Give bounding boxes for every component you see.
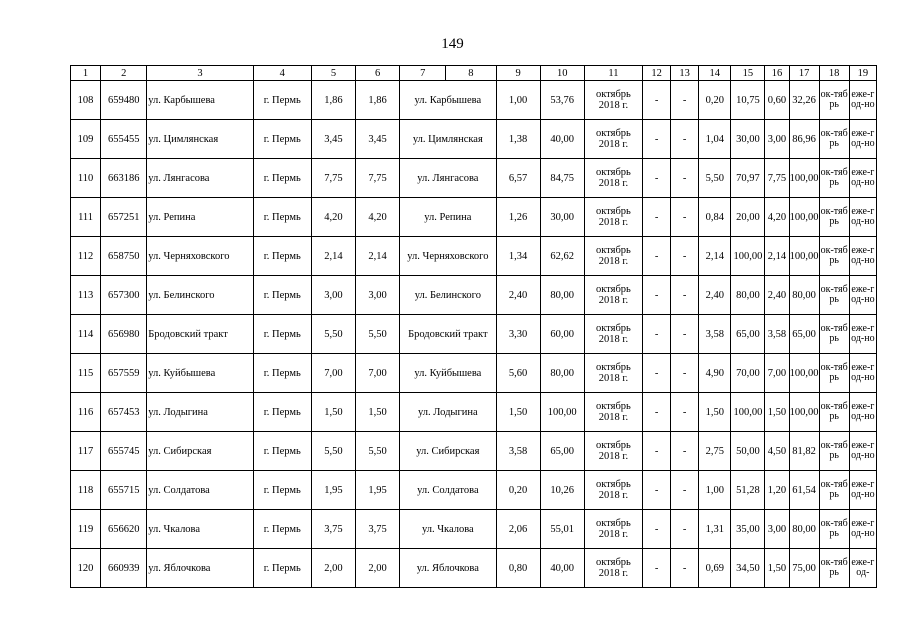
row-number: 117 — [71, 432, 101, 471]
col-6: 3,75 — [356, 510, 400, 549]
col-16: 2,40 — [765, 276, 789, 315]
col-5: 2,00 — [311, 549, 355, 588]
col-10: 100,00 — [540, 393, 584, 432]
street-name-2: ул. Цимлянская — [400, 120, 496, 159]
frequency: еже-год- — [849, 549, 876, 588]
col-16: 1,50 — [765, 393, 789, 432]
col-17: 86,96 — [789, 120, 819, 159]
col-6: 1,50 — [356, 393, 400, 432]
col-12: - — [643, 432, 671, 471]
col-12: - — [643, 315, 671, 354]
street-name: ул. Солдатова — [147, 471, 253, 510]
col-9: 2,06 — [496, 510, 540, 549]
col-14: 1,00 — [699, 471, 731, 510]
date: октябрь 2018 г. — [584, 393, 642, 432]
street-name: ул. Лянгасова — [147, 159, 253, 198]
col-16: 2,14 — [765, 237, 789, 276]
date: октябрь 2018 г. — [584, 432, 642, 471]
col-10: 65,00 — [540, 432, 584, 471]
street-name: ул. Чкалова — [147, 510, 253, 549]
month: ок-тябрь — [819, 237, 849, 276]
col-6: 5,50 — [356, 315, 400, 354]
table-row — [71, 81, 877, 120]
header-col-11: 11 — [584, 66, 642, 81]
col-12: - — [643, 159, 671, 198]
col-12: - — [643, 510, 671, 549]
col-5: 7,00 — [311, 354, 355, 393]
row-number: 110 — [71, 159, 101, 198]
street-name: ул. Яблочкова — [147, 549, 253, 588]
code: 663186 — [101, 159, 147, 198]
col-6: 2,00 — [356, 549, 400, 588]
col-14: 2,14 — [699, 237, 731, 276]
col-9: 3,58 — [496, 432, 540, 471]
col-5: 1,50 — [311, 393, 355, 432]
col-12: - — [643, 120, 671, 159]
table-row — [71, 471, 877, 510]
col-14: 2,40 — [699, 276, 731, 315]
row-number: 111 — [71, 198, 101, 237]
table-row — [71, 276, 877, 315]
col-15: 30,00 — [731, 120, 765, 159]
col-5: 1,86 — [311, 81, 355, 120]
city: г. Пермь — [253, 510, 311, 549]
col-10: 80,00 — [540, 354, 584, 393]
date: октябрь 2018 г. — [584, 549, 642, 588]
table-row — [71, 237, 877, 276]
col-9: 5,60 — [496, 354, 540, 393]
frequency: еже-год-но — [849, 393, 876, 432]
col-5: 7,75 — [311, 159, 355, 198]
row-number: 114 — [71, 315, 101, 354]
col-13: - — [671, 510, 699, 549]
col-9: 1,00 — [496, 81, 540, 120]
street-name: ул. Куйбышева — [147, 354, 253, 393]
table-row — [71, 510, 877, 549]
date: октябрь 2018 г. — [584, 159, 642, 198]
street-name: Бродовский тракт — [147, 315, 253, 354]
street-name-2: ул. Лодыгина — [400, 393, 496, 432]
street-name: ул. Черняховского — [147, 237, 253, 276]
code: 655715 — [101, 471, 147, 510]
col-17: 81,82 — [789, 432, 819, 471]
date: октябрь 2018 г. — [584, 198, 642, 237]
frequency: еже-год-но — [849, 471, 876, 510]
col-5: 3,75 — [311, 510, 355, 549]
col-5: 5,50 — [311, 432, 355, 471]
col-14: 1,31 — [699, 510, 731, 549]
table-row — [71, 393, 877, 432]
header-col-13: 13 — [671, 66, 699, 81]
city: г. Пермь — [253, 432, 311, 471]
col-13: - — [671, 198, 699, 237]
header-col-6: 6 — [356, 66, 400, 81]
col-17: 100,00 — [789, 159, 819, 198]
month: ок-тябрь — [819, 276, 849, 315]
col-13: - — [671, 237, 699, 276]
header-col-3: 3 — [147, 66, 253, 81]
col-17: 61,54 — [789, 471, 819, 510]
row-number: 109 — [71, 120, 101, 159]
header-col-15: 15 — [731, 66, 765, 81]
col-13: - — [671, 159, 699, 198]
city: г. Пермь — [253, 237, 311, 276]
street-name-2: Бродовский тракт — [400, 315, 496, 354]
table-row — [71, 198, 877, 237]
col-17: 100,00 — [789, 198, 819, 237]
col-13: - — [671, 81, 699, 120]
city: г. Пермь — [253, 354, 311, 393]
col-15: 51,28 — [731, 471, 765, 510]
col-16: 0,60 — [765, 81, 789, 120]
col-14: 0,20 — [699, 81, 731, 120]
row-number: 108 — [71, 81, 101, 120]
month: ок-тябрь — [819, 315, 849, 354]
col-10: 80,00 — [540, 276, 584, 315]
col-15: 100,00 — [731, 237, 765, 276]
date: октябрь 2018 г. — [584, 81, 642, 120]
street-name-2: ул. Сибирская — [400, 432, 496, 471]
col-10: 55,01 — [540, 510, 584, 549]
col-17: 75,00 — [789, 549, 819, 588]
col-12: - — [643, 198, 671, 237]
col-13: - — [671, 471, 699, 510]
code: 660939 — [101, 549, 147, 588]
header-col-14: 14 — [699, 66, 731, 81]
table-row — [71, 315, 877, 354]
code: 656620 — [101, 510, 147, 549]
street-name-2: ул. Солдатова — [400, 471, 496, 510]
code: 657251 — [101, 198, 147, 237]
col-10: 60,00 — [540, 315, 584, 354]
city: г. Пермь — [253, 471, 311, 510]
city: г. Пермь — [253, 198, 311, 237]
col-16: 7,00 — [765, 354, 789, 393]
frequency: еже-год-но — [849, 81, 876, 120]
col-10: 40,00 — [540, 120, 584, 159]
col-16: 4,50 — [765, 432, 789, 471]
col-14: 0,84 — [699, 198, 731, 237]
table-row — [71, 120, 877, 159]
col-16: 7,75 — [765, 159, 789, 198]
frequency: еже-год-но — [849, 120, 876, 159]
month: ок-тябрь — [819, 159, 849, 198]
frequency: еже-год-но — [849, 510, 876, 549]
col-5: 4,20 — [311, 198, 355, 237]
col-5: 3,45 — [311, 120, 355, 159]
city: г. Пермь — [253, 315, 311, 354]
date: октябрь 2018 г. — [584, 471, 642, 510]
col-9: 6,57 — [496, 159, 540, 198]
col-17: 100,00 — [789, 237, 819, 276]
header-col-1: 1 — [71, 66, 101, 81]
frequency: еже-год-но — [849, 159, 876, 198]
street-name: ул. Сибирская — [147, 432, 253, 471]
street-name-2: ул. Карбышева — [400, 81, 496, 120]
col-12: - — [643, 237, 671, 276]
row-number: 120 — [71, 549, 101, 588]
frequency: еже-год-но — [849, 237, 876, 276]
col-15: 10,75 — [731, 81, 765, 120]
row-number: 112 — [71, 237, 101, 276]
month: ок-тябрь — [819, 549, 849, 588]
col-14: 2,75 — [699, 432, 731, 471]
date: октябрь 2018 г. — [584, 237, 642, 276]
city: г. Пермь — [253, 81, 311, 120]
street-name: ул. Лодыгина — [147, 393, 253, 432]
col-15: 65,00 — [731, 315, 765, 354]
street-name-2: ул. Белинского — [400, 276, 496, 315]
col-6: 5,50 — [356, 432, 400, 471]
col-15: 34,50 — [731, 549, 765, 588]
header-col-8: 8 — [446, 66, 496, 81]
col-16: 3,00 — [765, 120, 789, 159]
col-14: 3,58 — [699, 315, 731, 354]
col-17: 32,26 — [789, 81, 819, 120]
header-col-19: 19 — [849, 66, 876, 81]
col-17: 100,00 — [789, 354, 819, 393]
col-16: 4,20 — [765, 198, 789, 237]
code: 655455 — [101, 120, 147, 159]
header-col-17: 17 — [789, 66, 819, 81]
col-13: - — [671, 315, 699, 354]
row-number: 119 — [71, 510, 101, 549]
col-6: 1,95 — [356, 471, 400, 510]
table-row — [71, 354, 877, 393]
frequency: еже-год-но — [849, 354, 876, 393]
month: ок-тябрь — [819, 354, 849, 393]
date: октябрь 2018 г. — [584, 276, 642, 315]
code: 657300 — [101, 276, 147, 315]
city: г. Пермь — [253, 159, 311, 198]
header-col-7: 7 — [400, 66, 446, 81]
col-15: 20,00 — [731, 198, 765, 237]
col-5: 5,50 — [311, 315, 355, 354]
header-col-5: 5 — [311, 66, 355, 81]
col-15: 35,00 — [731, 510, 765, 549]
street-name-2: ул. Чкалова — [400, 510, 496, 549]
col-14: 1,50 — [699, 393, 731, 432]
col-10: 30,00 — [540, 198, 584, 237]
col-10: 62,62 — [540, 237, 584, 276]
frequency: еже-год-но — [849, 432, 876, 471]
date: октябрь 2018 г. — [584, 354, 642, 393]
col-6: 3,00 — [356, 276, 400, 315]
col-16: 1,50 — [765, 549, 789, 588]
col-9: 3,30 — [496, 315, 540, 354]
col-14: 0,69 — [699, 549, 731, 588]
col-13: - — [671, 276, 699, 315]
col-14: 4,90 — [699, 354, 731, 393]
header-col-2: 2 — [101, 66, 147, 81]
col-15: 50,00 — [731, 432, 765, 471]
month: ок-тябрь — [819, 510, 849, 549]
col-6: 3,45 — [356, 120, 400, 159]
street-name: ул. Репина — [147, 198, 253, 237]
date: октябрь 2018 г. — [584, 120, 642, 159]
header-col-16: 16 — [765, 66, 789, 81]
code: 657453 — [101, 393, 147, 432]
col-9: 1,38 — [496, 120, 540, 159]
street-name: ул. Цимлянская — [147, 120, 253, 159]
col-16: 3,58 — [765, 315, 789, 354]
frequency: еже-год-но — [849, 276, 876, 315]
col-13: - — [671, 432, 699, 471]
street-name: ул. Белинского — [147, 276, 253, 315]
col-12: - — [643, 81, 671, 120]
col-6: 7,00 — [356, 354, 400, 393]
row-number: 118 — [71, 471, 101, 510]
col-15: 70,00 — [731, 354, 765, 393]
col-9: 2,40 — [496, 276, 540, 315]
col-12: - — [643, 354, 671, 393]
col-5: 1,95 — [311, 471, 355, 510]
street-name: ул. Карбышева — [147, 81, 253, 120]
header-col-4: 4 — [253, 66, 311, 81]
month: ок-тябрь — [819, 471, 849, 510]
month: ок-тябрь — [819, 393, 849, 432]
code: 658750 — [101, 237, 147, 276]
register-table — [70, 65, 877, 588]
col-9: 1,50 — [496, 393, 540, 432]
col-10: 53,76 — [540, 81, 584, 120]
month: ок-тябрь — [819, 198, 849, 237]
month: ок-тябрь — [819, 432, 849, 471]
col-6: 7,75 — [356, 159, 400, 198]
col-14: 1,04 — [699, 120, 731, 159]
col-5: 3,00 — [311, 276, 355, 315]
col-15: 80,00 — [731, 276, 765, 315]
table-row — [71, 159, 877, 198]
header-row — [71, 66, 877, 81]
col-12: - — [643, 549, 671, 588]
col-13: - — [671, 549, 699, 588]
header-col-18: 18 — [819, 66, 849, 81]
header-col-12: 12 — [643, 66, 671, 81]
code: 657559 — [101, 354, 147, 393]
date: октябрь 2018 г. — [584, 510, 642, 549]
col-10: 10,26 — [540, 471, 584, 510]
col-9: 0,80 — [496, 549, 540, 588]
page-number: 149 — [441, 36, 464, 52]
col-17: 80,00 — [789, 276, 819, 315]
row-number: 113 — [71, 276, 101, 315]
street-name-2: ул. Репина — [400, 198, 496, 237]
street-name-2: ул. Куйбышева — [400, 354, 496, 393]
code: 655745 — [101, 432, 147, 471]
city: г. Пермь — [253, 120, 311, 159]
row-number: 116 — [71, 393, 101, 432]
col-6: 4,20 — [356, 198, 400, 237]
street-name-2: ул. Яблочкова — [400, 549, 496, 588]
col-6: 1,86 — [356, 81, 400, 120]
month: ок-тябрь — [819, 120, 849, 159]
col-13: - — [671, 393, 699, 432]
code: 659480 — [101, 81, 147, 120]
col-9: 1,26 — [496, 198, 540, 237]
city: г. Пермь — [253, 393, 311, 432]
street-name-2: ул. Черняховского — [400, 237, 496, 276]
month: ок-тябрь — [819, 81, 849, 120]
col-6: 2,14 — [356, 237, 400, 276]
col-13: - — [671, 354, 699, 393]
header-col-9: 9 — [496, 66, 540, 81]
col-16: 1,20 — [765, 471, 789, 510]
frequency: еже-год-но — [849, 315, 876, 354]
col-15: 70,97 — [731, 159, 765, 198]
col-12: - — [643, 393, 671, 432]
header-col-10: 10 — [540, 66, 584, 81]
col-17: 100,00 — [789, 393, 819, 432]
city: г. Пермь — [253, 276, 311, 315]
col-16: 3,00 — [765, 510, 789, 549]
date: октябрь 2018 г. — [584, 315, 642, 354]
code: 656980 — [101, 315, 147, 354]
city: г. Пермь — [253, 549, 311, 588]
col-10: 84,75 — [540, 159, 584, 198]
col-12: - — [643, 276, 671, 315]
table-row — [71, 432, 877, 471]
col-13: - — [671, 120, 699, 159]
col-12: - — [643, 471, 671, 510]
col-15: 100,00 — [731, 393, 765, 432]
frequency: еже-год-но — [849, 198, 876, 237]
col-17: 80,00 — [789, 510, 819, 549]
row-number: 115 — [71, 354, 101, 393]
col-17: 65,00 — [789, 315, 819, 354]
table-row — [71, 549, 877, 588]
col-9: 1,34 — [496, 237, 540, 276]
col-5: 2,14 — [311, 237, 355, 276]
col-9: 0,20 — [496, 471, 540, 510]
col-10: 40,00 — [540, 549, 584, 588]
col-14: 5,50 — [699, 159, 731, 198]
street-name-2: ул. Лянгасова — [400, 159, 496, 198]
